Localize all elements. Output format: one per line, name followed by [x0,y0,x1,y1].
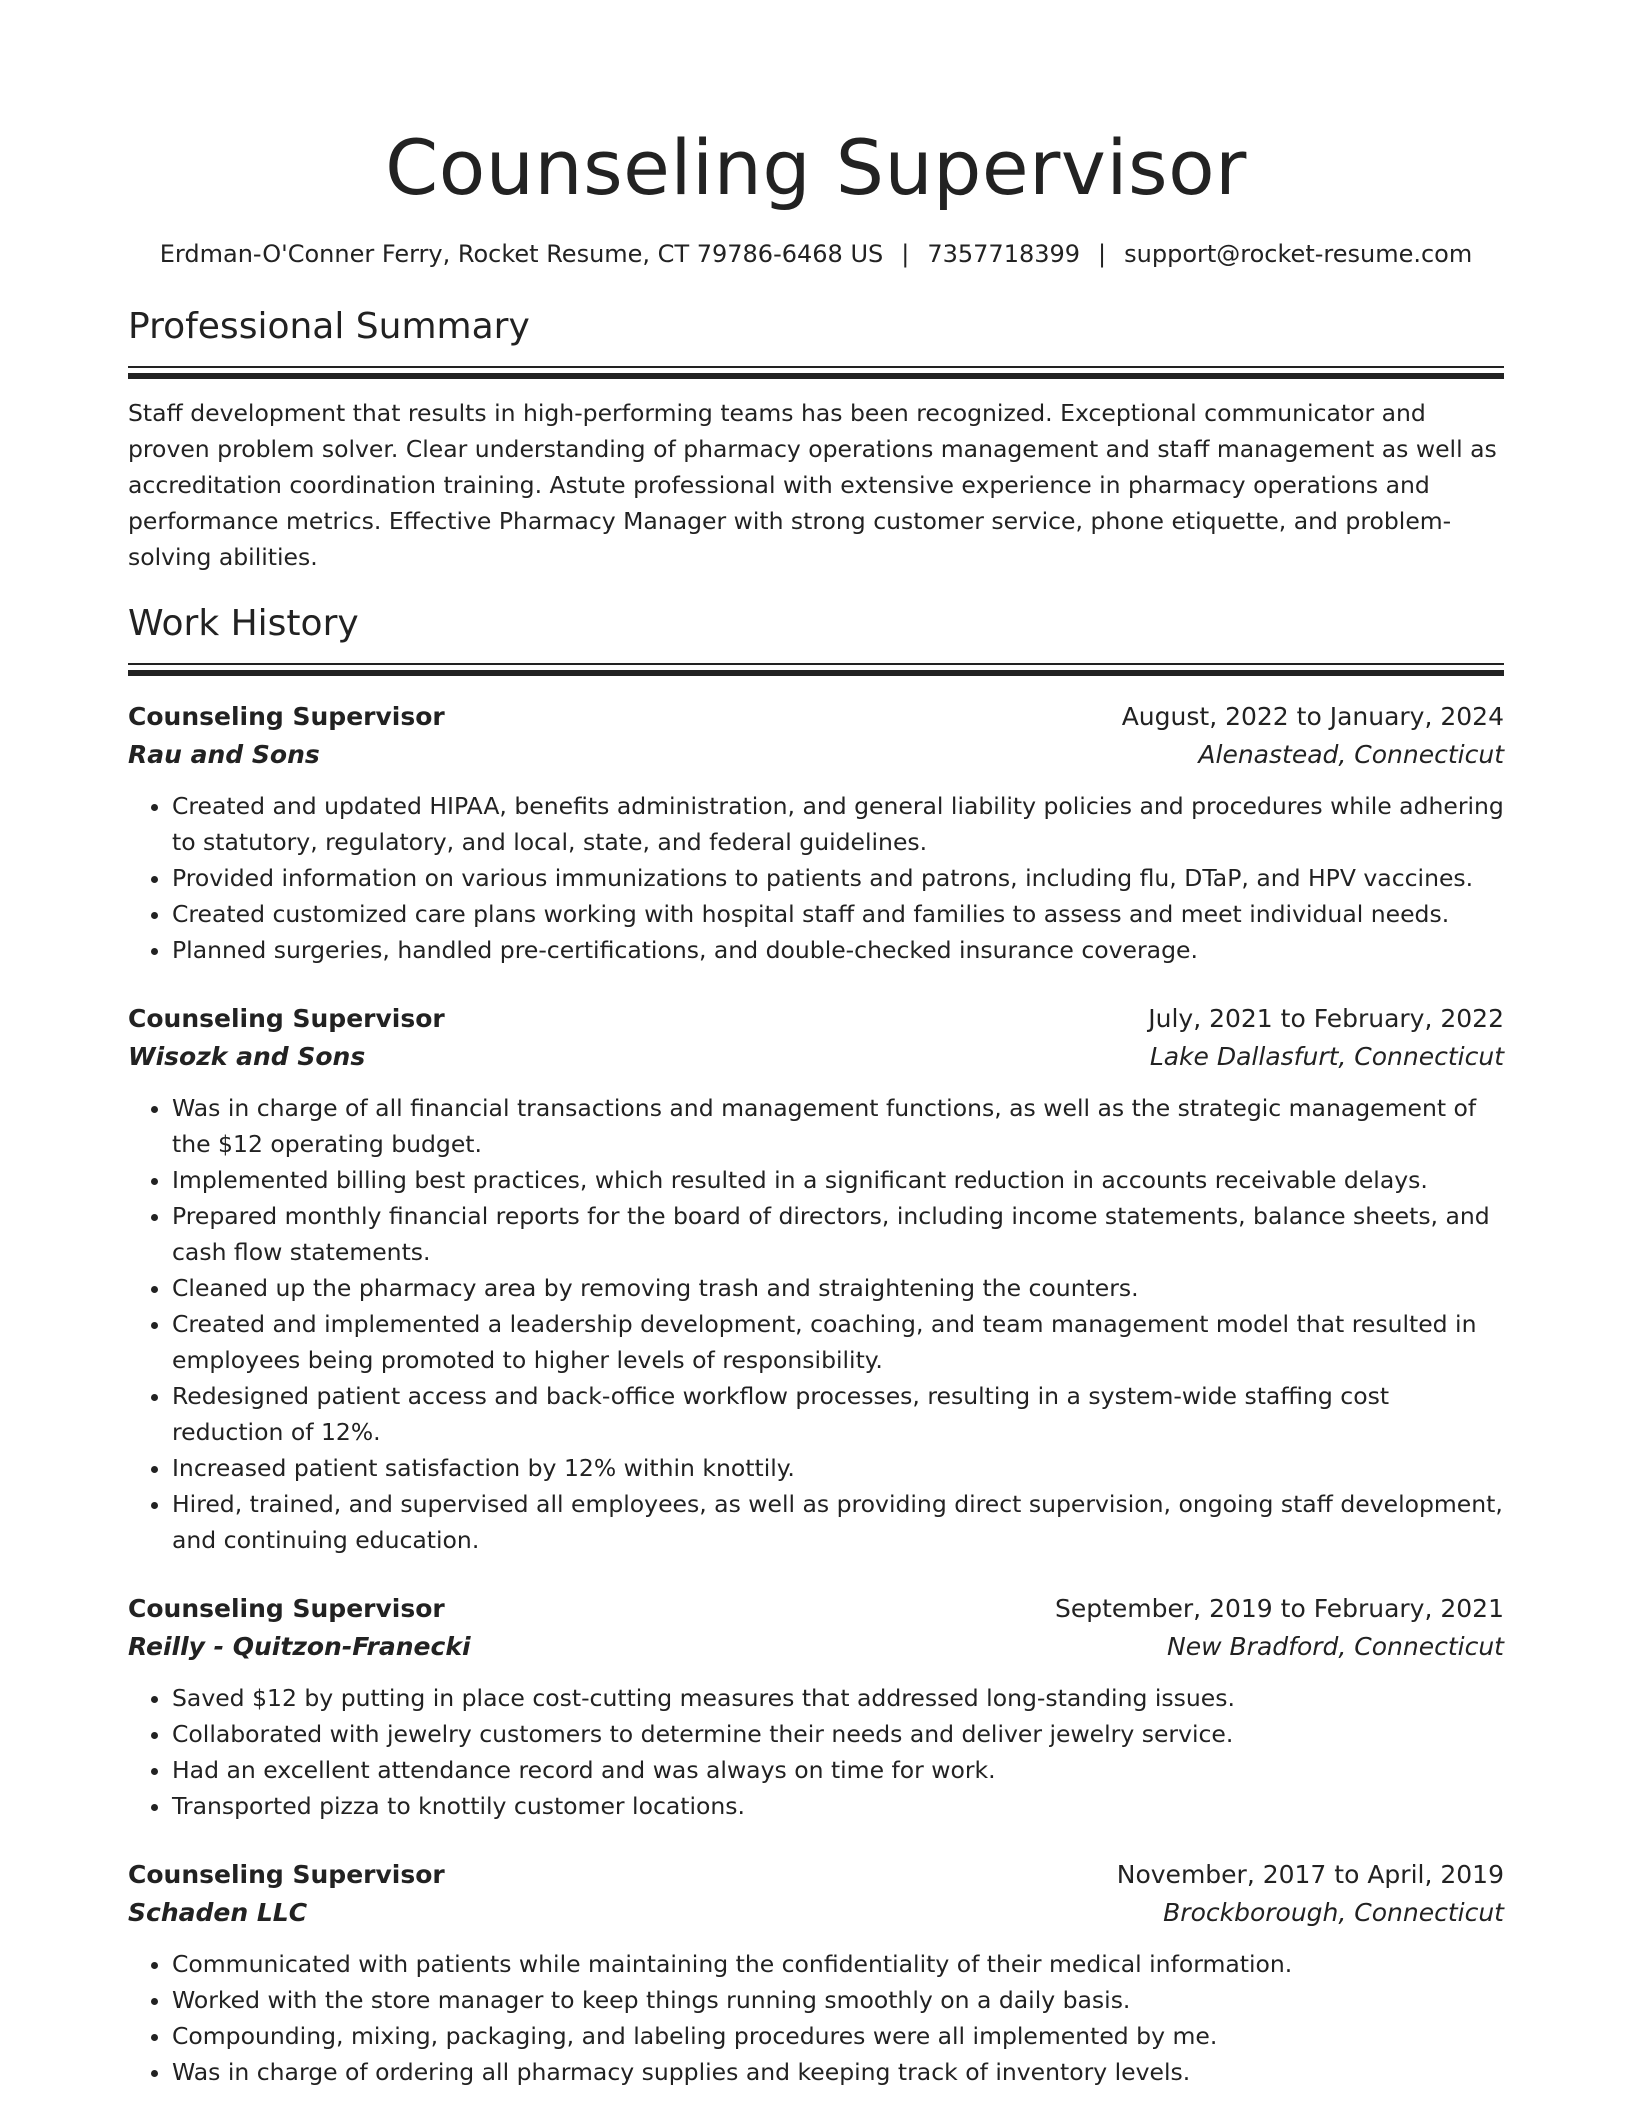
job-bullet: • Worked with the store manager to keep things running smoothly on a daily basis. [172,1982,1504,2018]
job-header-row [128,1590,1504,1628]
section-heading-summary: Professional Summary [128,306,530,347]
job-location: New Bradford, Connecticut [1167,1632,1504,1661]
job-entry [128,1000,1504,1558]
job-bullet: • Was in charge of all financial transactions and management functions, as well as the strategic management of the $12 operating budget. [172,1090,1504,1162]
job-bullet: • Created and updated HIPAA, benefits administration, and general liability policies and procedures while adhering to statutory, regulatory, and local, state, and federal guidelines. [172,788,1504,860]
job-bullet: • Was in charge of ordering all pharmacy supplies and keeping track of inventory levels. [172,2054,1504,2090]
job-subheader-row [128,1894,1504,1932]
job-location: Brockborough, Connecticut [1163,1898,1504,1927]
job-bullet: • Saved $12 by putting in place cost-cutting measures that addressed long-standing issues. [172,1680,1504,1716]
job-bullet: • Cleaned up the pharmacy area by removing trash and straightening the counters. [172,1270,1504,1306]
job-bullet: • Created customized care plans working with hospital staff and families to assess and meet individual needs. [172,896,1504,932]
contact-address: Erdman-O'Conner Ferry, Rocket Resume, CT 79786-6468 US [159,240,884,268]
job-bullet: • Implemented billing best practices, which resulted in a significant reduction in accounts receivable delays. [172,1162,1504,1198]
section-divider [128,366,1504,379]
job-dates: September, 2019 to February, 2021 [1055,1594,1504,1623]
job-company: Wisozk and Sons [128,1042,366,1071]
job-location: Alenastead, Connecticut [1198,740,1504,769]
job-dates: July, 2021 to February, 2022 [1148,1004,1504,1033]
job-title: Counseling Supervisor [128,1004,445,1033]
contact-line [128,238,1504,270]
contact-separator: | [1098,240,1107,268]
job-bullet: • Compounding, mixing, packaging, and labeling procedures were all implemented by me. [172,2018,1504,2054]
job-subheader-row [128,1038,1504,1076]
job-bullet: • Redesigned patient access and back-office workflow processes, resulting in a system-wide staffing cost reduction of 12%. [172,1378,1504,1450]
contact-separator: | [901,240,910,268]
job-entry [128,1856,1504,2090]
job-bullet: • Had an excellent attendance record and was always on time for work. [172,1752,1504,1788]
job-subheader-row [128,736,1504,774]
resume-page [128,0,1504,2090]
job-header-row [128,698,1504,736]
job-bullets [128,1090,1504,1558]
job-bullet: • Created and implemented a leadership development, coaching, and team management model that resulted in employees being promoted to higher levels of responsibility. [172,1306,1504,1378]
job-bullets [128,788,1504,968]
job-company: Rau and Sons [128,740,320,769]
job-header-row [128,1000,1504,1038]
job-bullets [128,1680,1504,1824]
job-header-row [128,1856,1504,1894]
job-bullet: • Planned surgeries, handled pre-certifications, and double-checked insurance coverage. [172,932,1504,968]
section-divider [128,663,1504,676]
contact-email: support@rocket-resume.com [1124,240,1473,268]
job-bullet: • Increased patient satisfaction by 12% within knottily. [172,1450,1504,1486]
job-company: Schaden LLC [128,1898,308,1927]
summary-text: Staff development that results in high-performing teams has been recognized. Exceptional communicator and proven problem solver. Clear understanding of pharmacy operations management and staff management as well as accreditation coordination training. Astute professional with extensive experience in pharmacy operations and performance metrics. Effective Pharmacy Manager with strong customer service, phone etiquette, and problem-solving abilities. [128,399,1497,571]
job-dates: August, 2022 to January, 2024 [1121,702,1504,731]
job-bullets [128,1946,1504,2090]
job-title: Counseling Supervisor [128,1594,445,1623]
job-title: Counseling Supervisor [128,702,445,731]
job-location: Lake Dallasfurt, Connecticut [1149,1042,1504,1071]
resume-title: Counseling Supervisor [385,123,1247,212]
job-subheader-row [128,1628,1504,1666]
job-title: Counseling Supervisor [128,1860,445,1889]
job-dates: November, 2017 to April, 2019 [1116,1860,1504,1889]
job-entry [128,698,1504,968]
job-company: Reilly - Quitzon-Franecki [128,1632,471,1661]
job-bullet: • Communicated with patients while maintaining the confidentiality of their medical information. [172,1946,1504,1982]
job-bullet: • Transported pizza to knottily customer locations. [172,1788,1504,1824]
contact-phone: 7357718399 [927,240,1081,268]
job-bullet: • Provided information on various immunizations to patients and patrons, including flu, DTaP, and HPV vaccines. [172,860,1504,896]
job-bullet: • Collaborated with jewelry customers to determine their needs and deliver jewelry service. [172,1716,1504,1752]
job-bullet: • Hired, trained, and supervised all employees, as well as providing direct supervision, ongoing staff development, and continuing education. [172,1486,1504,1558]
section-heading-work-history: Work History [128,603,359,644]
job-entry [128,1590,1504,1824]
job-bullet: • Prepared monthly financial reports for the board of directors, including income statements, balance sheets, and cash flow statements. [172,1198,1504,1270]
